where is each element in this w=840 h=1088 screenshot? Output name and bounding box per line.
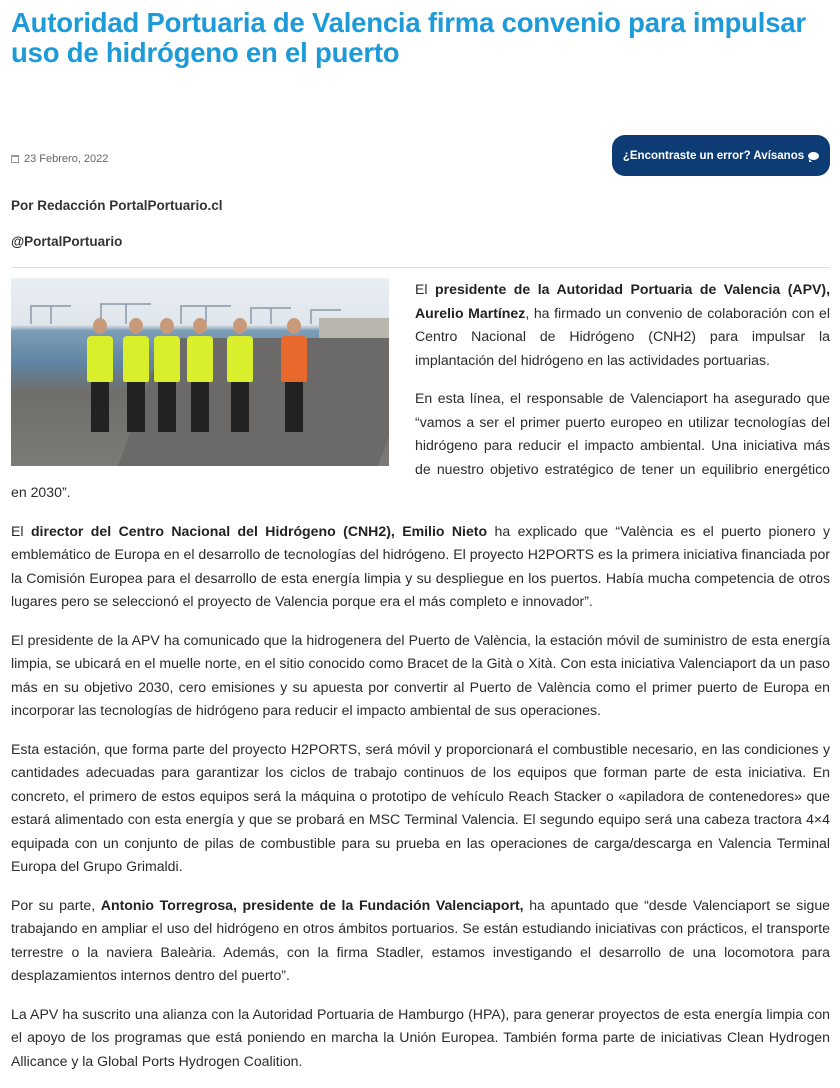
paragraph-2: En esta línea, el responsable de Valenciaport ha asegurado que “vamos a ser el primer puerto europeo en utilizar tecnologías del hidrógeno para reducir el impacto ambiental. Una iniciativa más de nuestro objetivo estratégico de tener un equilibrio energético en 2030”. <box>11 390 830 500</box>
author-byline: Por Redacción PortalPortuario.cl <box>11 198 223 213</box>
paragraph-5: Esta estación, que forma parte del proyecto H2PORTS, será móvil y proporcionará el combustible necesario, en las condiciones y cantidades adecuadas para garantizar los ciclos de trabajo continuos de los equipos que forman parte de esta iniciativa. En concreto, el primero de estos equipos será la máquina o prototipo de vehículo Reach Stacker o «apiladora de contenedores» que estará alimentado con esta energía y que se probará en MSC Terminal Valencia. El segundo equipo será una cabeza tractora 4×4 equipada con un conjunto de pilas de combustible para su prueba en las operaciones de carga/descarga en Valencia Terminal Europa del Grupo Grimaldi. <box>11 740 830 874</box>
report-error-label: ¿Encontraste un error? Avísanos <box>622 149 805 162</box>
publish-date <box>11 153 108 165</box>
meta-row <box>11 135 830 195</box>
divider <box>11 267 830 268</box>
twitter-handle[interactable]: @PortalPortuario <box>11 234 123 249</box>
paragraph-3: El director del Centro Nacional del Hidrógeno (CNH2), Emilio Nieto ha explicado que “València es el puerto pionero y emblemático de Europa en el desarrollo de tecnologías del hidrógeno. El proyecto H2PORTS es la primera iniciativa financiada por la Comisión Europea para el desarrollo de esta energía limpia y su despliegue en los puertos. Había mucha competencia de otros lugares pero se seleccionó el proyecto de Valencia porque era el más completo e innovador”. <box>11 522 830 609</box>
paragraph-1: El presidente de la Autoridad Portuaria de Valencia (APV), Aurelio Martínez, ha firmado un convenio de colaboración con el Centro Nacional de Hidrógeno (CNH2) para impulsar la implantación del hidrógeno en las actividades portuarias. <box>415 281 830 368</box>
person-6 <box>281 318 307 436</box>
date-text: 23 Febrero, 2022 <box>24 153 109 165</box>
person-3 <box>154 318 180 436</box>
calendar-icon <box>11 155 19 163</box>
paragraph-6: Por su parte, Antonio Torregrosa, presidente de la Fundación Valenciaport, ha apuntado que “desde Valenciaport se sigue trabajando en ampliar el uso del hidrógeno en otros ámbitos portuarios. Se están estudiando iniciativas con prácticos, el transporte terrestre o la naviera Baleària. Además, con la firma Stadler, estamos investigando el desarrollo de una locomotora para desplazamientos internos dentro del puerto”. <box>11 896 831 983</box>
person-5 <box>227 318 253 436</box>
paragraph-4: El presidente de la APV ha comunicado que la hidrogenera del Puerto de València, la estación móvil de suministro de esta energía limpia, se ubicará en el muelle norte, en el sitio conocido como Bracet de la Gità o Xità. Con esta iniciativa Valenciaport da un paso más en su objetivo 2030, cero emisiones y su apuesta por convertir al Puerto de València como el primer puerto de Europa en incorporar las tecnologías de hidrógeno para reducir el impacto ambiental de sus operaciones. <box>11 631 830 718</box>
article-container <box>11 0 831 1069</box>
chat-icon <box>808 152 819 160</box>
person-2 <box>123 318 149 436</box>
page-title: Autoridad Portuaria de Valencia firma convenio para impulsar uso de hidrógeno en el puerto <box>11 7 806 68</box>
person-4 <box>187 318 213 436</box>
article-photo[interactable] <box>11 278 389 466</box>
article-body <box>11 278 830 1088</box>
report-error-button[interactable] <box>612 135 830 176</box>
person-1 <box>87 318 113 436</box>
paragraph-7: La APV ha suscrito una alianza con la Autoridad Portuaria de Hamburgo (HPA), para generar proyectos de esta energía limpia con el apoyo de los programas que está poniendo en marcha la Unión Europea. También forma parte de iniciativas Clean Hydrogen Allicance y la Global Ports Hydrogen Coalition. <box>11 1005 830 1069</box>
